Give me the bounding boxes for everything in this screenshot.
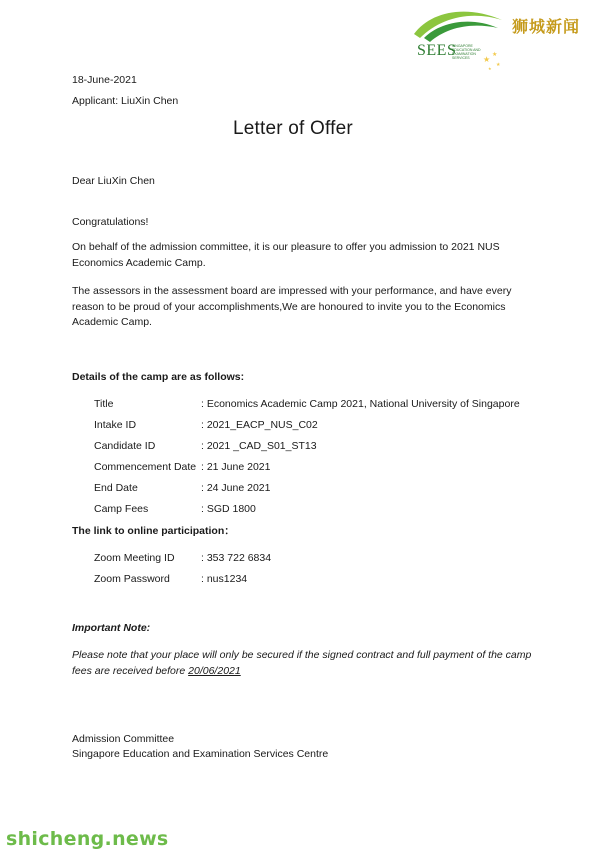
note-text: Please note that your place will only be secured if the signed contract and full payment of the camp fees are received before (72, 649, 532, 677)
note-deadline-date: 20/06/2021 (188, 664, 241, 677)
note-paragraph (72, 648, 532, 679)
paragraph-admission: On behalf of the admission committee, it is our pleasure to offer you admission to 2021 NUS Economics Academic Camp. (72, 241, 500, 269)
detail-label-intake-id: Intake ID (94, 419, 137, 431)
detail-value-intake-id: : 2021_EACP_NUS_C02 (201, 419, 318, 431)
sees-logo-swoosh-icon (410, 4, 510, 76)
svg-text:★: ★ (496, 62, 501, 68)
svg-text:★: ★ (492, 52, 498, 58)
detail-value-title: : Economics Academic Camp 2021, National University of Singapore (201, 398, 520, 410)
svg-text:★: ★ (488, 66, 492, 71)
page-title: Letter of Offer (233, 118, 353, 139)
zoom-value-password: : nus1234 (201, 573, 248, 585)
signoff-organisation: Singapore Education and Examination Services Centre (72, 748, 329, 760)
watermark-cn: 狮城新闻 (512, 19, 581, 36)
detail-label-camp-fees: Camp Fees (94, 503, 149, 515)
salutation: Dear LiuXin Chen (72, 175, 155, 187)
svg-text:★: ★ (483, 55, 491, 64)
zoom-label-meeting-id: Zoom Meeting ID (94, 552, 175, 564)
detail-label-end-date: End Date (94, 482, 138, 494)
note-heading: Important Note: (72, 622, 151, 634)
logo-text: SEES (417, 42, 457, 59)
detail-label-commencement: Commencement Date (94, 461, 197, 473)
details-heading: Details of the camp are as follows: (72, 371, 245, 383)
congratulations-line: Congratulations! (72, 216, 149, 228)
letter-date: 18-June-2021 (72, 74, 137, 86)
detail-value-camp-fees: : SGD 1800 (201, 503, 256, 515)
detail-value-candidate-id: : 2021 _CAD_S01_ST13 (201, 440, 317, 452)
paragraph-assessment: The assessors in the assessment board are impressed with your performance, and have every reason to be proud of your accomplishments,We are honoured to invite you to the Economics Academic Camp. (72, 285, 512, 328)
sees-logo (410, 4, 510, 76)
detail-label-candidate-id: Candidate ID (94, 440, 156, 452)
zoom-value-meeting-id: : 353 722 6834 (201, 552, 272, 564)
link-heading: The link to online participation： (72, 525, 235, 537)
detail-value-commencement: : 21 June 2021 (201, 461, 271, 473)
watermark-site: shicheng.news (6, 828, 169, 850)
signoff-committee: Admission Committee (72, 733, 175, 745)
zoom-label-password: Zoom Password (94, 573, 170, 585)
detail-value-end-date: : 24 June 2021 (201, 482, 271, 494)
applicant-line: Applicant: LiuXin Chen (72, 95, 179, 107)
logo-subtext: SINGAPORE EDUCATION AND EXAMINATION SERVICES (452, 44, 481, 60)
detail-label-title: Title (94, 398, 114, 410)
